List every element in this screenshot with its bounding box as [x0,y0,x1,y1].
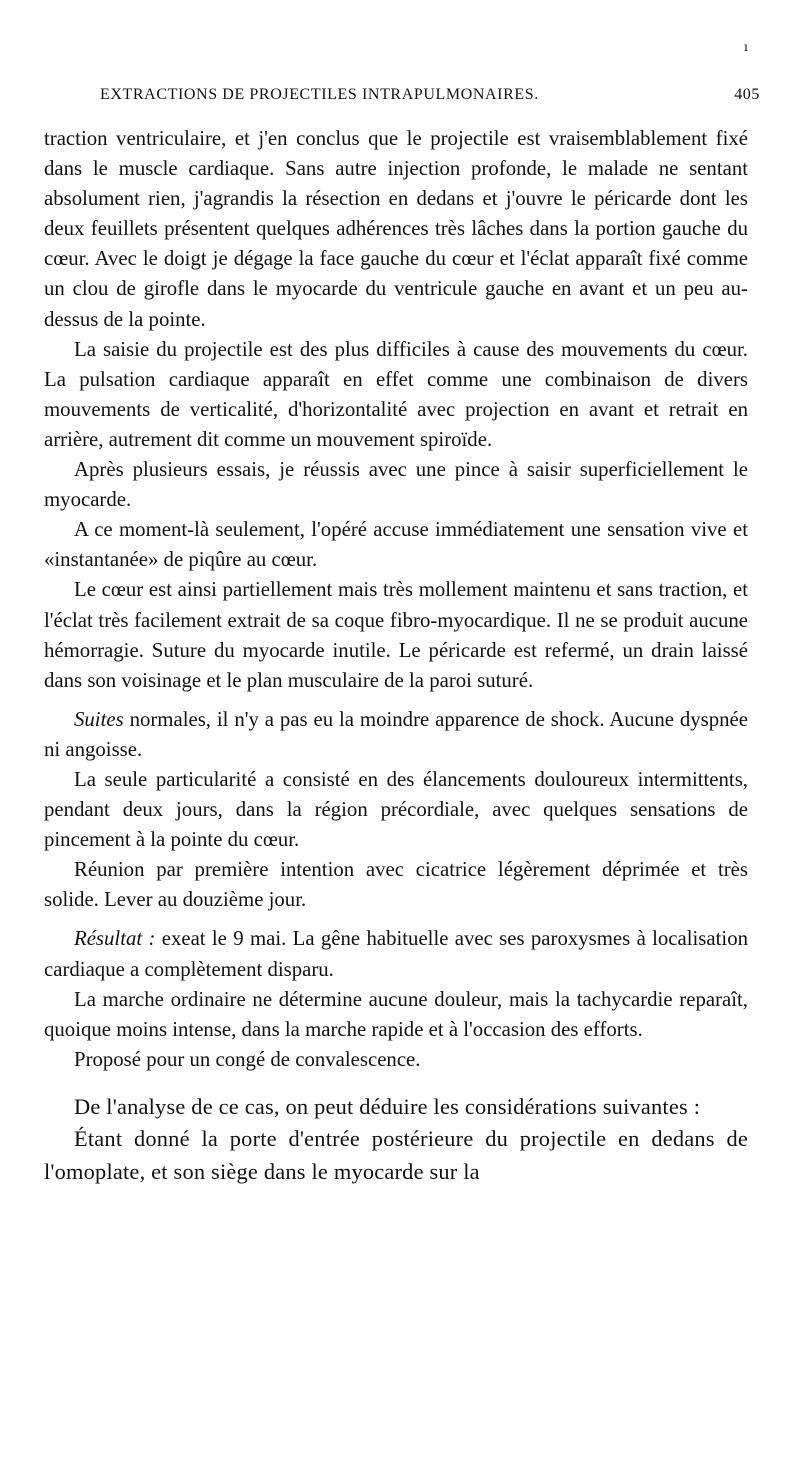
corner-mark: ı [744,40,748,54]
running-title: EXTRACTIONS DE PROJECTILES INTRAPULMONAIRES. [100,86,539,103]
italic-lead-suites: Suites [74,707,124,731]
paragraph-11: Proposé pour un congé de convalescence. [74,1047,421,1071]
paragraph-1: traction ventriculaire, et j'en conclus que le projectile est vraisemblablement fixé dans le muscle cardiaque. Sans autre injection profonde, le malade ne sentant absolument rien, j'agrandis la résection en dedans et j'ouvre le péricarde dont les deux feuillets présentent quelques adhérences très lâches dans la portion gauche du cœur. Avec le doigt je dégage la face gauche du cœur et l'éclat apparaît fixé comme un clou de girofle dans le myocarde du ventricule gauche en avant et un peu au-dessus de la pointe. [44,127,748,331]
paragraph-8: Réunion par première intention avec cicatrice légèrement déprimée et très solide. Lever au douzième jour. [44,858,748,912]
body-text [44,124,748,1188]
paragraph-12: De l'analyse de ce cas, on peut déduire les considérations suivantes : [74,1093,701,1119]
paragraph-6 [44,705,748,765]
paragraph-4: A ce moment-là seulement, l'opéré accuse immédiatement une sensation vive et «instantanée» de piqûre au cœur. [44,518,748,572]
paragraph-13: Étant donné la porte d'entrée postérieure du projectile en dedans de l'omoplate, et son siège dans le myocarde sur la [44,1126,748,1184]
running-header [100,86,760,108]
paragraph-2: La saisie du projectile est des plus difficiles à cause des mouvements du cœur. La pulsation cardiaque apparaît en effet comme une combinaison de divers mouvements de verticalité, d'horizontalité avec projection en avant et retrait en arrière, autrement dit comme un mouvement spiroïde. [44,337,748,451]
italic-lead-resultat: Résultat : [74,927,156,951]
paragraph-10: La marche ordinaire ne détermine aucune douleur, mais la tachycardie reparaît, quoique moins intense, dans la marche rapide et à l'occasion des efforts. [44,987,748,1041]
paragraph-6-text: normales, il n'y a pas eu la moindre apparence de shock. Aucune dyspnée ni angoisse. [44,707,748,761]
paragraph-9 [44,924,748,984]
page-number: 405 [734,86,760,103]
paragraph-3: Après plusieurs essais, je réussis avec une pince à saisir superficiellement le myocarde. [44,458,748,512]
paragraph-7: La seule particularité a consisté en des élancements douloureux intermittents, pendant deux jours, dans la région précordiale, avec quelques sensations de pincement à la pointe du cœur. [44,767,748,852]
paragraph-9-text: exeat le 9 mai. La gêne habituelle avec ses paroxysmes à localisation cardiaque a complètement disparu. [44,927,748,981]
paragraph-5: Le cœur est ainsi partiellement mais très mollement maintenu et sans traction, et l'éclat très facilement extrait de sa coque fibro-myocardique. Il ne se produit aucune hémorragie. Suture du myocarde inutile. Le péricarde est refermé, un drain laissé dans son voisinage et le plan musculaire de la paroi suturé. [44,578,748,692]
